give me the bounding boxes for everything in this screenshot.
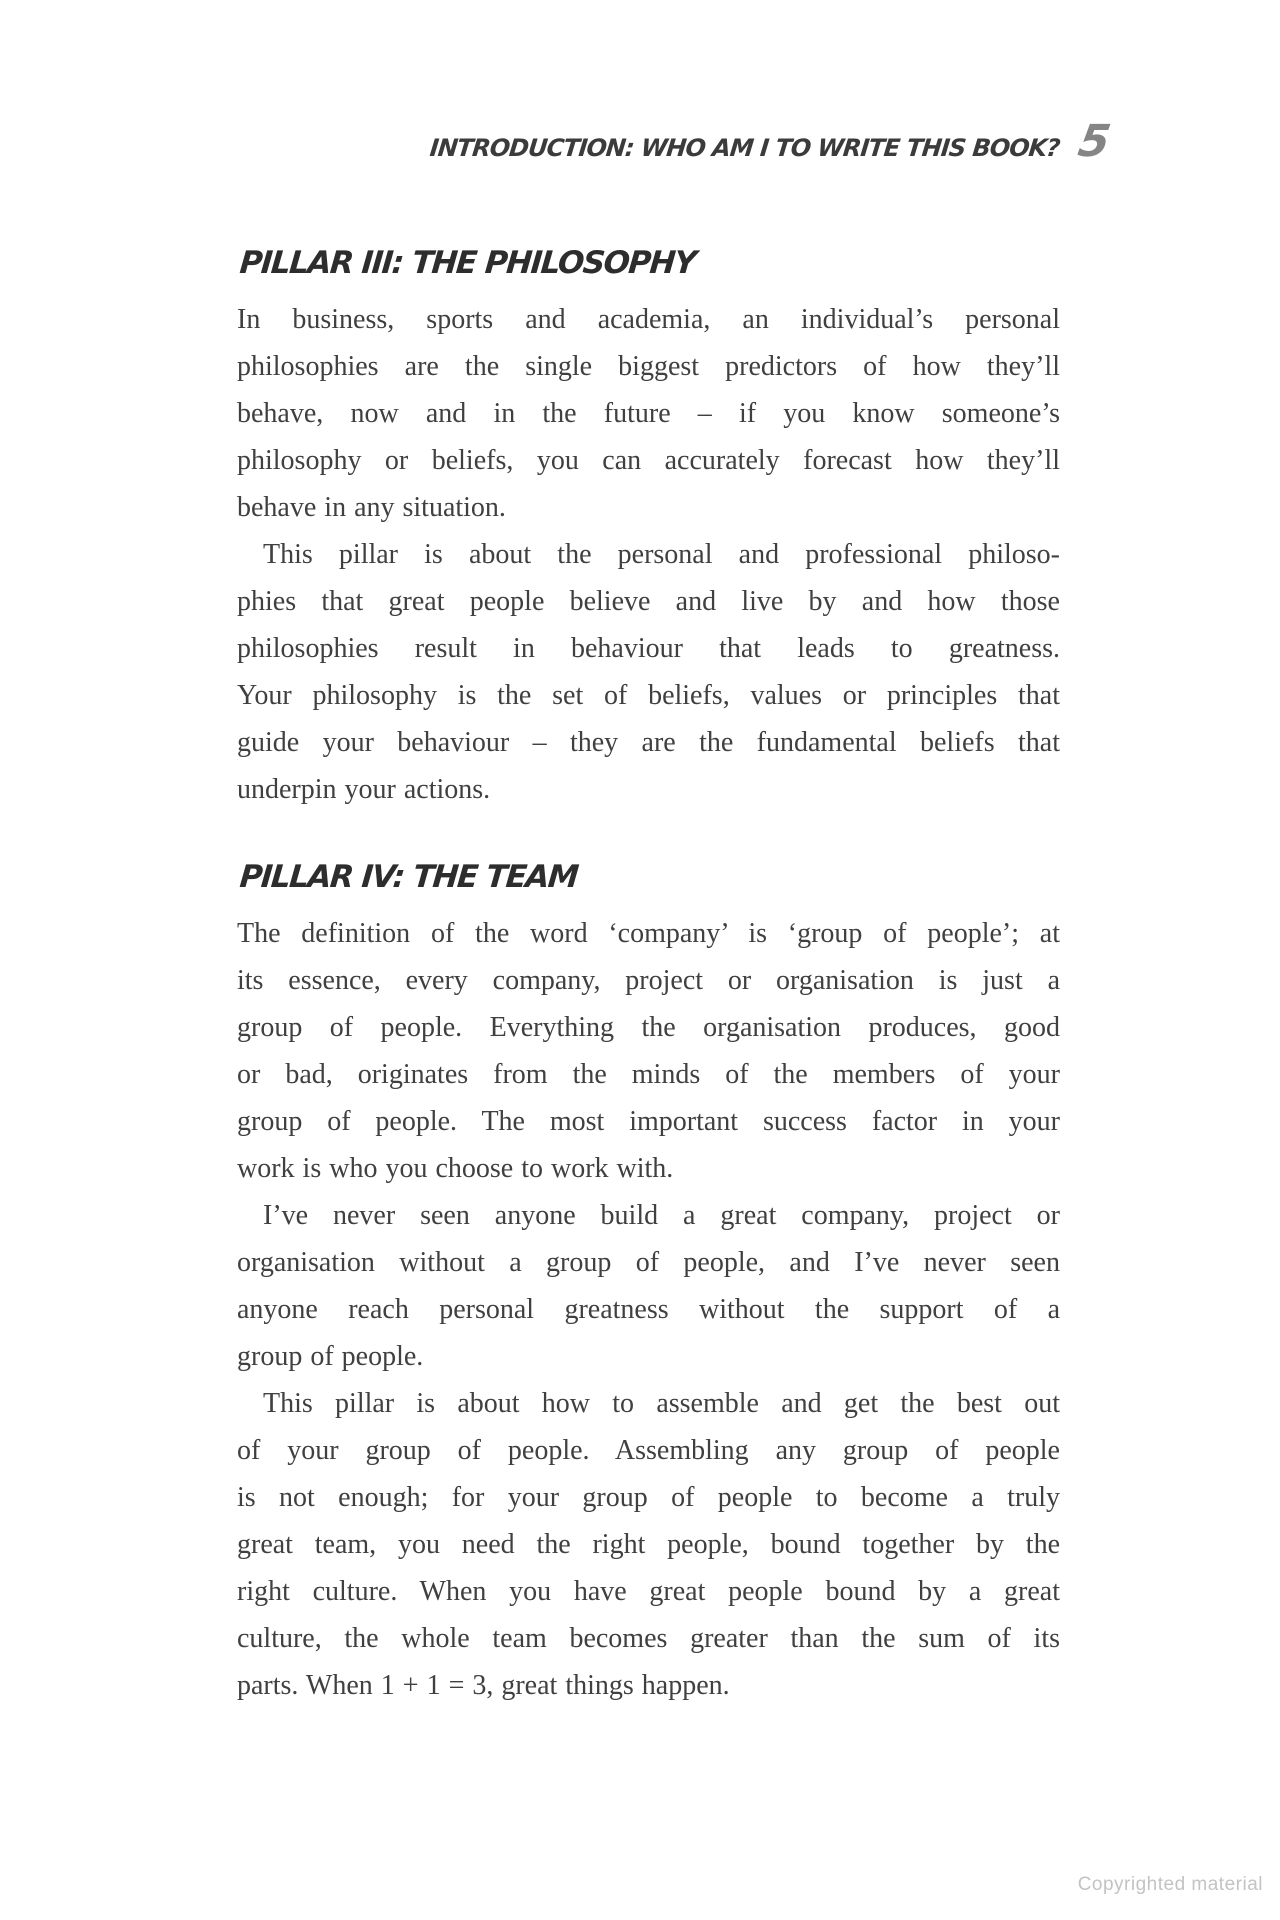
- text-line: or bad, originates from the minds of the members of your: [237, 1059, 1060, 1090]
- running-head: [428, 116, 1115, 167]
- text-line: culture, the whole team becomes greater than the sum of its: [237, 1623, 1060, 1654]
- paragraph: [237, 531, 1060, 813]
- section-heading: PILLAR IV: THE TEAM: [238, 859, 579, 895]
- text-line: group of people. Everything the organisation produces, good: [237, 1012, 1060, 1043]
- text-line: behave, now and in the future – if you know someone’s: [237, 398, 1060, 429]
- watermark: Copyrighted material: [1077, 1874, 1263, 1895]
- paragraph: [237, 296, 1060, 531]
- section-heading: PILLAR III: THE PHILOSOPHY: [238, 245, 697, 281]
- text-line: of your group of people. Assembling any group of people: [237, 1435, 1060, 1466]
- text-line: is not enough; for your group of people to become a truly: [237, 1482, 1060, 1513]
- text-line: work is who you choose to work with.: [237, 1153, 674, 1184]
- text-line: guide your behaviour – they are the fundamental beliefs that: [237, 727, 1060, 758]
- text-line: The definition of the word ‘company’ is ‘group of people’; at: [237, 918, 1060, 949]
- text-line: In business, sports and academia, an individual’s personal: [237, 304, 1060, 335]
- text-line: philosophies result in behaviour that leads to greatness.: [237, 633, 1060, 664]
- text-line: behave in any situation.: [237, 492, 506, 523]
- text-line: great team, you need the right people, bound together by the: [237, 1529, 1060, 1560]
- paragraph: [237, 1380, 1060, 1709]
- text-line: group of people. The most important success factor in your: [237, 1106, 1060, 1137]
- text-line: group of people.: [237, 1341, 424, 1372]
- text-line: underpin your actions.: [237, 774, 491, 805]
- text-line: organisation without a group of people, and I’ve never seen: [237, 1247, 1060, 1278]
- text-line: This pillar is about the personal and professional philoso-: [263, 539, 1060, 570]
- running-head-title: INTRODUCTION: WHO AM I TO WRITE THIS BOOK?: [428, 134, 1061, 162]
- page-number: 5: [1074, 116, 1115, 167]
- text-line: phies that great people believe and live by and how those: [237, 586, 1060, 617]
- text-line: parts. When 1 + 1 = 3, great things happen.: [237, 1670, 730, 1701]
- text-line: philosophies are the single biggest predictors of how they’ll: [237, 351, 1060, 382]
- paragraph: [237, 1192, 1060, 1380]
- paragraph: [237, 910, 1060, 1192]
- text-line: This pillar is about how to assemble and get the best out: [263, 1388, 1060, 1419]
- text-line: its essence, every company, project or organisation is just a: [237, 965, 1060, 996]
- text-line: right culture. When you have great people bound by a great: [237, 1576, 1060, 1607]
- content-column: [237, 243, 1060, 1709]
- text-line: anyone reach personal greatness without the support of a: [237, 1294, 1060, 1325]
- text-line: Your philosophy is the set of beliefs, values or principles that: [237, 680, 1060, 711]
- text-line: I’ve never seen anyone build a great company, project or: [263, 1200, 1060, 1231]
- text-line: philosophy or beliefs, you can accurately forecast how they’ll: [237, 445, 1060, 476]
